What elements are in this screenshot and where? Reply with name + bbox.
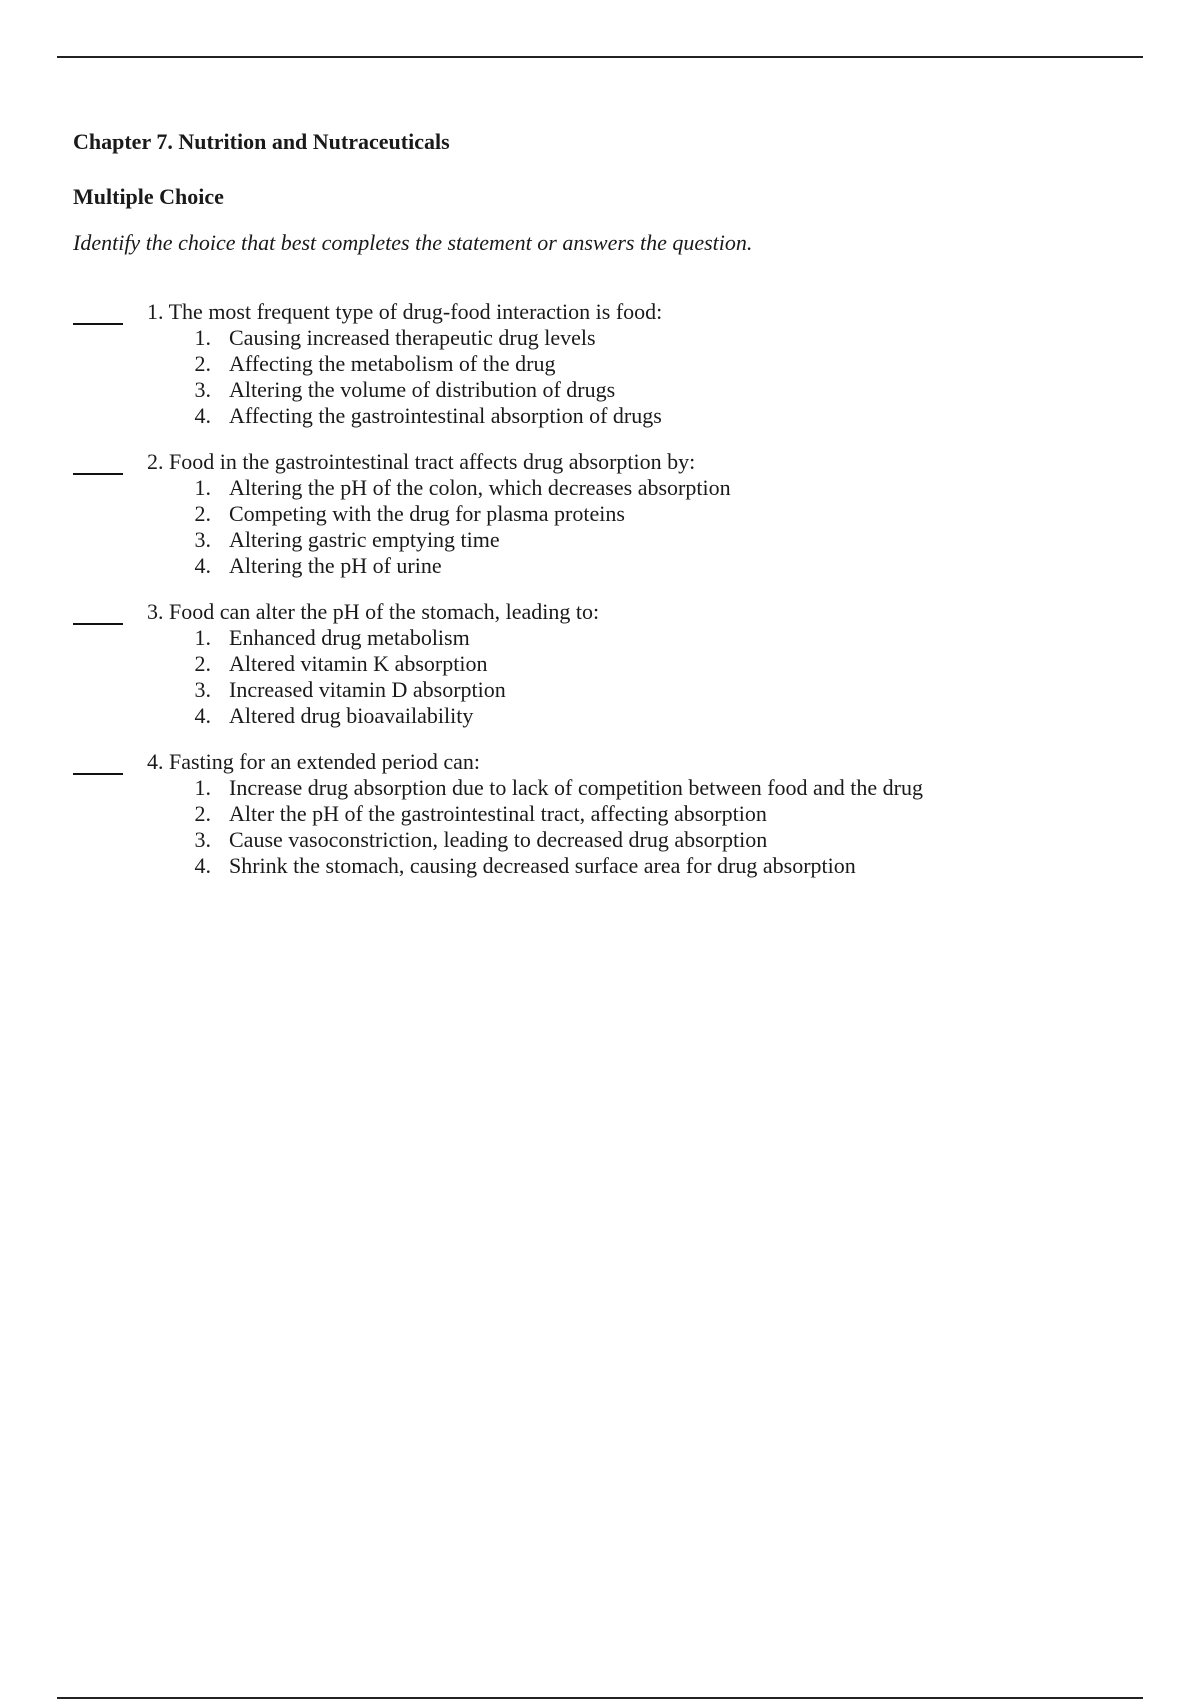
option-number: 3. [194,527,211,552]
option-number: 2. [194,801,211,826]
option [73,325,1133,351]
option-text: Increase drug absorption due to lack of competition between food and the drug [229,775,923,800]
chapter-title: Chapter 7. Nutrition and Nutraceuticals [73,129,450,154]
option-number: 3. [194,377,211,402]
section-title: Multiple Choice [73,184,224,209]
option [73,501,1133,527]
option-text: Increased vitamin D absorption [229,677,506,702]
question-3 [73,599,1133,729]
option-text: Alter the pH of the gastrointestinal tract, affecting absorption [229,801,767,826]
question-stem [147,299,1133,325]
option-list [73,475,1133,579]
option [73,827,1133,853]
option-text: Altered drug bioavailability [229,703,474,728]
option-number: 2. [194,651,211,676]
top-divider [57,56,1143,58]
option-list [73,325,1133,429]
question-1 [73,299,1133,429]
option [73,403,1133,429]
question-stem [147,449,1133,475]
option [73,553,1133,579]
option-number: 1. [194,325,211,350]
option-list [73,775,1133,879]
question-stem [147,749,1133,775]
option-number: 2. [194,351,211,376]
option-number: 4. [194,703,211,728]
question-list [73,299,1133,879]
option-text: Causing increased therapeutic drug levels [229,325,596,350]
answer-blank[interactable] [73,773,123,775]
option [73,475,1133,501]
question-number: 1. [147,299,164,324]
option-text: Altering gastric emptying time [229,527,500,552]
option-number: 4. [194,403,211,428]
option [73,801,1133,827]
option [73,651,1133,677]
answer-blank[interactable] [73,473,123,475]
answer-blank[interactable] [73,623,123,625]
question-text: Food in the gastrointestinal tract affects drug absorption by: [169,449,696,474]
option [73,351,1133,377]
option-text: Altering the pH of urine [229,553,442,578]
option-text: Altering the pH of the colon, which decreases absorption [229,475,731,500]
option [73,527,1133,553]
answer-blank[interactable] [73,323,123,325]
question-2 [73,449,1133,579]
option-list [73,625,1133,729]
option-text: Cause vasoconstriction, leading to decreased drug absorption [229,827,768,852]
question-text: The most frequent type of drug-food interaction is food: [168,299,663,324]
option-text: Competing with the drug for plasma proteins [229,501,625,526]
option [73,677,1133,703]
option-text: Altering the volume of distribution of drugs [229,377,616,402]
option [73,775,1133,801]
question-number: 4. [147,749,164,774]
option [73,703,1133,729]
option-text: Shrink the stomach, causing decreased surface area for drug absorption [229,853,856,878]
question-number: 2. [147,449,164,474]
option-number: 3. [194,827,211,852]
option [73,853,1133,879]
option-number: 1. [194,775,211,800]
option-number: 3. [194,677,211,702]
option-number: 4. [194,853,211,878]
bottom-divider [57,1697,1143,1699]
option-number: 1. [194,625,211,650]
option-number: 2. [194,501,211,526]
option-text: Affecting the gastrointestinal absorption of drugs [229,403,662,428]
option [73,377,1133,403]
option-number: 4. [194,553,211,578]
document-body [73,128,1133,899]
option-text: Altered vitamin K absorption [229,651,488,676]
option-text: Affecting the metabolism of the drug [229,351,556,376]
option-text: Enhanced drug metabolism [229,625,470,650]
question-4 [73,749,1133,879]
option-number: 1. [194,475,211,500]
instructions: Identify the choice that best completes the statement or answers the question. [73,230,753,255]
question-number: 3. [147,599,164,624]
question-text: Fasting for an extended period can: [169,749,480,774]
option [73,625,1133,651]
question-text: Food can alter the pH of the stomach, leading to: [169,599,600,624]
question-stem [147,599,1133,625]
